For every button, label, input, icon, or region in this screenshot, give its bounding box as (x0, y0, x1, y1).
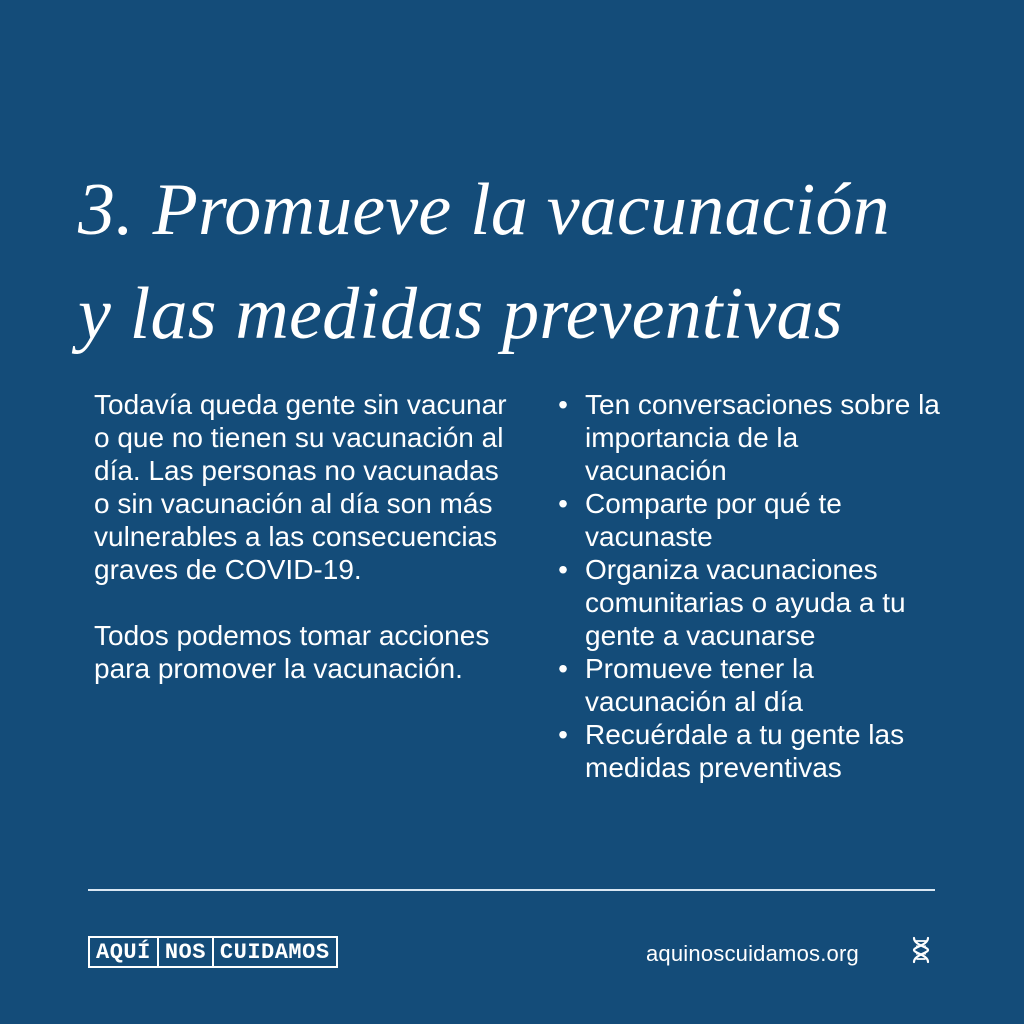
brand-logo (88, 936, 338, 968)
intro-paragraph-2: Todos podemos tomar acciones para promover la vacunación. (94, 620, 490, 684)
action-list-item-text: Organiza vacunaciones comunitarias o ayuda a tu gente a vacunarse (585, 554, 906, 651)
action-list-item (555, 388, 945, 487)
intro-paragraph-1: Todavía queda gente sin vacunar o que no tienen su vacunación al día. Las personas no vacunadas o sin vacunación al día son más vulnerables a las consecuencias graves de COVID-19. (94, 389, 507, 585)
action-list (555, 388, 945, 784)
action-list-item (555, 487, 945, 553)
bullet-icon: • (558, 719, 568, 750)
action-list-item-text: Promueve tener la vacunación al día (585, 653, 814, 717)
title-line-2: y las medidas preventivas (78, 273, 843, 355)
brand-logo-part-cuidamos: CUIDAMOS (212, 938, 336, 966)
title-line-1: 3. Promueve la vacunación (78, 169, 890, 251)
brand-logo-part-aqui: AQUÍ (96, 939, 151, 965)
action-list-item (555, 652, 945, 718)
page-title (78, 158, 958, 366)
bullet-icon: • (558, 653, 568, 684)
footer-divider (88, 889, 935, 891)
action-list-item-text: Comparte por qué te vacunaste (585, 488, 842, 552)
action-list-item-text: Recuérdale a tu gente las medidas preventivas (585, 719, 905, 783)
action-list-item-text: Ten conversaciones sobre la importancia de la vacunación (585, 389, 940, 486)
intro-text (94, 388, 514, 685)
brand-logo-part-nos: NOS (157, 938, 212, 966)
website-url: aquinoscuidamos.org (646, 941, 859, 966)
dna-icon (906, 935, 936, 965)
action-list-item (555, 553, 945, 652)
bullet-icon: • (558, 488, 568, 519)
action-list-item (555, 718, 945, 784)
bullet-icon: • (558, 389, 568, 420)
bullet-icon: • (558, 554, 568, 585)
